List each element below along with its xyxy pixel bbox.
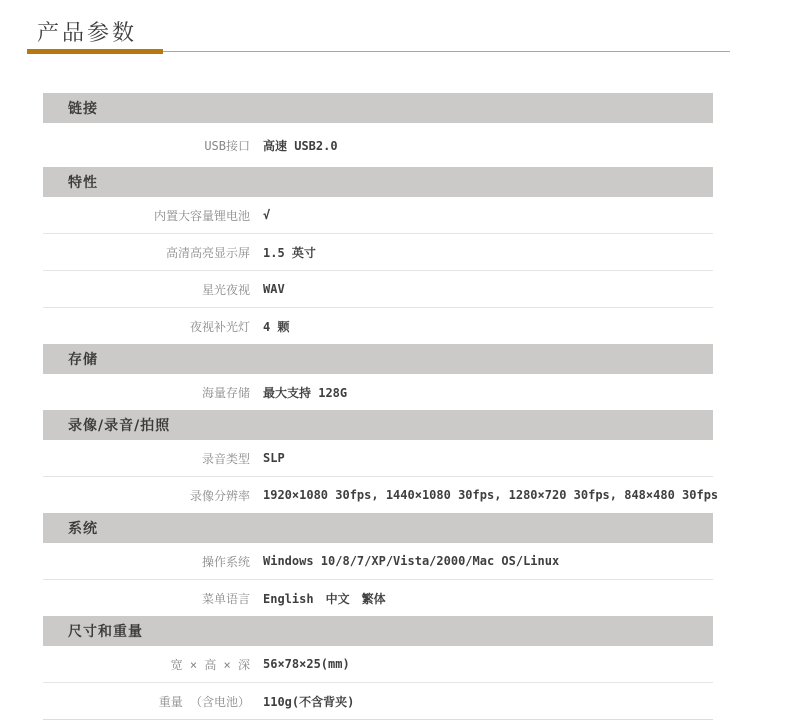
- table-row: [43, 233, 713, 270]
- row-value: 高速 USB2.0: [263, 138, 338, 153]
- table-row: [43, 123, 713, 167]
- table-row: [43, 440, 713, 476]
- section-header-label: 系统: [68, 521, 98, 537]
- row-value: English 中文 繁体: [263, 591, 386, 606]
- table-row: [43, 197, 713, 233]
- row-label: 操作系统: [201, 554, 250, 569]
- spec-section: [43, 93, 713, 167]
- title-accent-underline: [27, 49, 163, 54]
- row-label: 夜视补光灯: [189, 319, 250, 334]
- spec-section: [43, 344, 713, 410]
- row-label: 高清高亮显示屏: [165, 245, 250, 260]
- row-label: USB接口: [204, 138, 250, 153]
- section-header: [43, 93, 713, 123]
- row-value: 56×78×25(mm): [263, 657, 350, 671]
- section-header-label: 链接: [68, 101, 98, 117]
- row-label: 菜单语言: [201, 591, 250, 606]
- section-header-label: 特性: [68, 175, 98, 191]
- table-row: [43, 374, 713, 410]
- section-header: [43, 410, 713, 440]
- row-label: 星光夜视: [201, 282, 250, 297]
- table-row: [43, 646, 713, 682]
- row-label: 重量 （含电池）: [158, 694, 250, 709]
- row-label: 宽 × 高 × 深: [170, 657, 250, 672]
- table-row: [43, 270, 713, 307]
- row-label: 海量存储: [201, 385, 250, 400]
- row-value: 最大支持 128G: [263, 385, 348, 400]
- section-header-label: 录像/录音/拍照: [68, 418, 171, 434]
- table-row: [43, 543, 713, 579]
- row-value: Windows 10/8/7/XP/Vista/2000/Mac OS/Linux: [263, 554, 560, 568]
- section-header: [43, 167, 713, 197]
- spec-section: [43, 167, 713, 344]
- row-value: WAV: [263, 282, 285, 296]
- section-header-label: 尺寸和重量: [68, 624, 143, 640]
- table-row: [43, 579, 713, 616]
- spec-section: [43, 513, 713, 616]
- spec-section: [43, 616, 713, 720]
- row-label: 录像分辨率: [189, 488, 250, 503]
- table-row: [43, 476, 719, 513]
- table-row: [43, 307, 713, 344]
- section-header: [43, 616, 713, 646]
- row-value: √: [263, 208, 271, 222]
- spec-section: [43, 410, 719, 513]
- row-value: 110g(不含背夹): [263, 694, 355, 709]
- row-value: 4 颗: [263, 319, 290, 334]
- table-row: [43, 682, 713, 720]
- row-value: SLP: [263, 451, 285, 465]
- row-label: 录音类型: [201, 451, 250, 466]
- row-label: 内置大容量锂电池: [153, 208, 250, 223]
- row-value: 1920×1080 30fps, 1440×1080 30fps, 1280×720 30fps, 848×480 30fps: [263, 488, 719, 502]
- section-header-label: 存储: [68, 352, 98, 368]
- section-header: [43, 344, 713, 374]
- title-divider-line: [27, 51, 730, 52]
- spec-table: [43, 93, 719, 720]
- section-header: [43, 513, 713, 543]
- row-value: 1.5 英寸: [263, 245, 316, 260]
- page-title: 产品参数: [37, 21, 138, 46]
